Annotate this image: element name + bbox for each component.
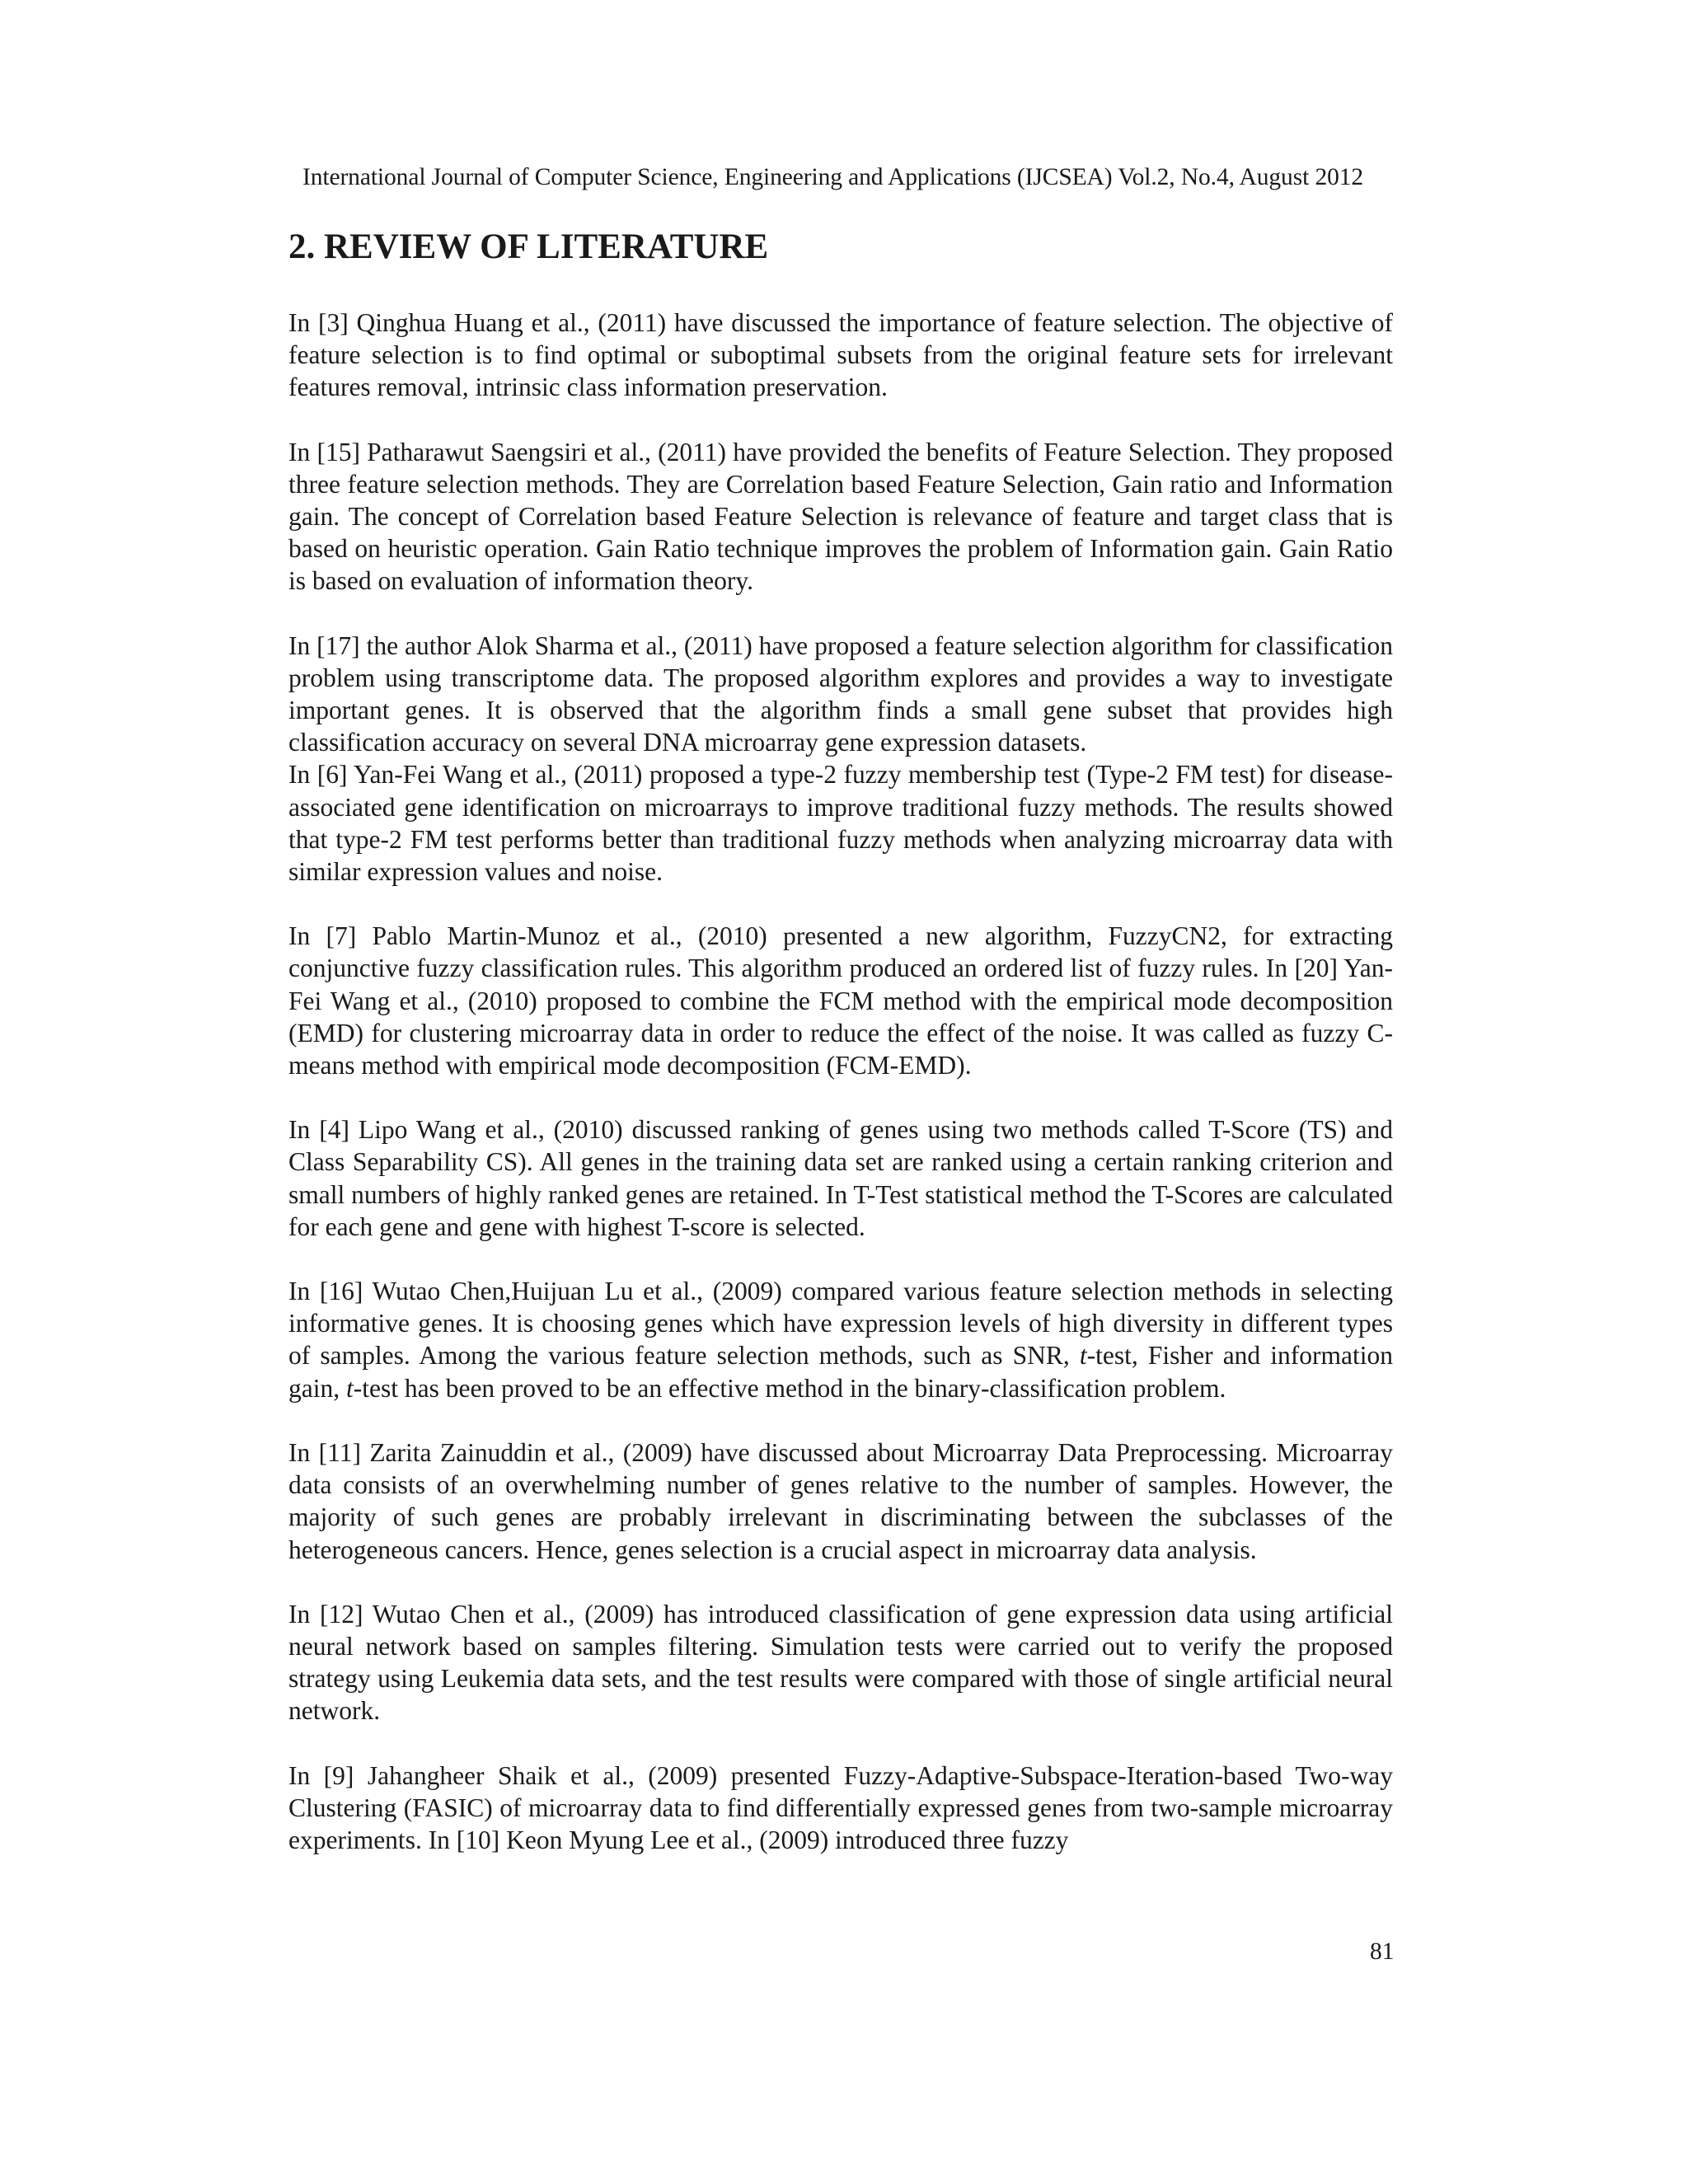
italic-t-2: t [345, 1373, 354, 1403]
section-heading: 2. REVIEW OF LITERATURE [288, 227, 769, 266]
body-text [288, 307, 1393, 1856]
page-number: 81 [1370, 1938, 1395, 1965]
running-header: International Journal of Computer Science, Engineering and Applications (IJCSEA) Vol.2, No.4, August 2012 [302, 164, 1364, 190]
italic-t-1: t [1079, 1341, 1087, 1371]
paragraph-ref-4: In [4] Lipo Wang et al., (2010) discussed ranking of genes using two methods called T-Score (TS) and Class Separability CS). All genes in the training data set are ranked using a certain ranking criterion and small numbers of highly ranked genes are retained. In T-Test statistical method the T-Scores are calculated for each gene and gene with highest T-score is selected. [288, 1115, 1393, 1241]
paragraph-ref-16-part-1: In [16] Wutao Chen,Huijuan Lu et al., (2009) compared various feature selection methods in selecting informative genes. It is choosing genes which have expression levels of high diversity in different types of samples. Among the various feature selection methods, such as SNR, [288, 1277, 1393, 1371]
paragraph-ref-12: In [12] Wutao Chen et al., (2009) has introduced classification of gene expression data using artificial neural network based on samples filtering. Simulation tests were carried out to verify the proposed strategy using Leukemia data sets, and the test results were compared with those of single artificial neural network. [288, 1599, 1393, 1726]
paragraph-ref-7-20: In [7] Pablo Martin-Munoz et al., (2010) presented a new algorithm, FuzzyCN2, for extracting conjunctive fuzzy classification rules. This algorithm produced an ordered list of fuzzy rules. In [20] Yan-Fei Wang et al., (2010) proposed to combine the FCM method with the empirical mode decomposition (EMD) for clustering microarray data in order to reduce the effect of the noise. It was called as fuzzy C-means method with empirical mode decomposition (FCM-EMD). [288, 921, 1393, 1080]
paragraph-ref-16-part-2: -test, Fisher and information gain, [288, 1341, 1393, 1403]
paragraph-ref-6: In [6] Yan-Fei Wang et al., (2011) proposed a type-2 fuzzy membership test (Type-2 FM test) for disease-associated gene identification on microarrays to improve traditional fuzzy methods. The results showed that type-2 FM test performs better than traditional fuzzy methods when analyzing microarray data with similar expression values and noise. [288, 760, 1393, 887]
paragraph-ref-3: In [3] Qinghua Huang et al., (2011) have discussed the importance of feature selection. The objective of feature selection is to find optimal or suboptimal subsets from the original feature sets for irrelevant features removal, intrinsic class information preservation. [288, 308, 1393, 402]
paragraph-ref-15: In [15] Patharawut Saengsiri et al., (2011) have provided the benefits of Feature Selection. They proposed three feature selection methods. They are Correlation based Feature Selection, Gain ratio and Information gain. The concept of Correlation based Feature Selection is relevance of feature and target class that is based on heuristic operation. Gain Ratio technique improves the problem of Information gain. Gain Ratio is based on evaluation of information theory. [288, 437, 1393, 596]
paragraph-ref-17: In [17] the author Alok Sharma et al., (2011) have proposed a feature selection algorithm for classification problem using transcriptome data. The proposed algorithm explores and provides a way to investigate important genes. It is observed that the algorithm finds a small gene subset that provides high classification accuracy on several DNA microarray gene expression datasets. [288, 630, 1393, 757]
paragraph-ref-16-part-3: -test has been proved to be an effective method in the binary-classification problem. [353, 1373, 1226, 1403]
paragraph-ref-9-10: In [9] Jahangheer Shaik et al., (2009) presented Fuzzy-Adaptive-Subspace-Iteration-based Two-way Clustering (FASIC) of microarray data to find differentially expressed genes from two-sample microarray experiments. In [10] Keon Myung Lee et al., (2009) introduced three fuzzy [288, 1760, 1393, 1854]
paragraph-ref-16 [288, 1275, 1393, 1404]
paragraph-ref-11: In [11] Zarita Zainuddin et al., (2009) have discussed about Microarray Data Preprocessing. Microarray data consists of an overwhelming number of genes relative to the number of samples. However, the majority of such genes are probably irrelevant in discriminating between the subclasses of the heterogeneous cancers. Hence, genes selection is a crucial aspect in microarray data analysis. [288, 1437, 1393, 1564]
